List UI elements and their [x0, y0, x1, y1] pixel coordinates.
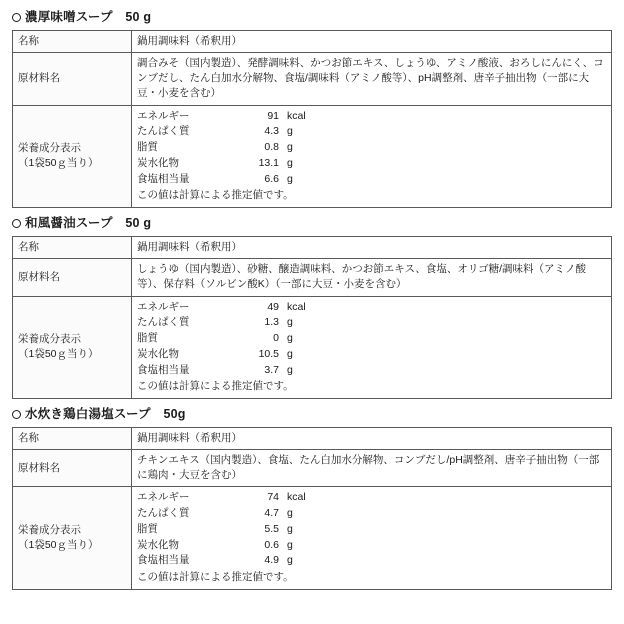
nutrition-label-cell	[13, 487, 132, 590]
list-item	[137, 172, 606, 188]
nutrient-unit: g	[287, 347, 293, 360]
nutrient-unit: g	[287, 172, 293, 185]
nutrient-name: 食塩相当量	[137, 172, 190, 185]
bullet-circle-icon	[12, 219, 21, 228]
nutrient-value: 10.5	[258, 347, 279, 360]
name-value: 鍋用調味料（希釈用）	[132, 236, 612, 258]
nutrient-value: 3.7	[264, 363, 279, 376]
product-section-1	[12, 8, 612, 208]
nutrient-value: 0.6	[264, 538, 279, 551]
list-item	[137, 300, 606, 316]
nutrient-name: たんぱく質	[137, 316, 190, 329]
name-label: 名称	[13, 30, 132, 52]
list-item	[137, 331, 606, 347]
nutrition-table-1	[12, 30, 612, 208]
nutrient-value: 1.3	[264, 316, 279, 329]
list-item	[137, 522, 606, 538]
nutrition-list	[137, 109, 606, 188]
name-value: 鍋用調味料（希釈用）	[132, 427, 612, 449]
nutrient-unit: g	[287, 316, 293, 329]
nutrient-unit: g	[287, 141, 293, 154]
nutrient-unit: g	[287, 554, 293, 567]
nutrient-name: 脂質	[137, 332, 158, 345]
ingredients-label: 原材料名	[13, 259, 132, 296]
list-item	[137, 490, 606, 506]
nutrition-label-text: 栄養成分表示	[18, 523, 81, 536]
nutrient-unit: g	[287, 332, 293, 345]
nutrition-list	[137, 490, 606, 569]
nutrient-name: 脂質	[137, 522, 158, 535]
nutrient-unit: kcal	[287, 491, 306, 504]
nutrient-value: 13.1	[258, 156, 279, 169]
nutrition-sublabel-text: （1袋50ｇ当り）	[18, 157, 99, 170]
ingredients-label: 原材料名	[13, 450, 132, 487]
list-item	[137, 140, 606, 156]
nutrient-value: 5.5	[264, 522, 279, 535]
nutrition-table-2	[12, 236, 612, 399]
product-title-text: 濃厚味噌スープ 50 g	[25, 10, 152, 24]
list-item	[137, 109, 606, 125]
nutrient-value: 6.6	[264, 172, 279, 185]
nutrient-unit: g	[287, 538, 293, 551]
nutrition-sublabel-text: （1袋50ｇ当り）	[18, 539, 99, 552]
nutrient-name: 炭水化物	[137, 156, 179, 169]
nutrition-values-cell	[132, 105, 612, 208]
nutrient-value: 0	[273, 332, 279, 345]
nutrition-note: この値は計算による推定値です。	[137, 380, 294, 393]
nutrient-unit: g	[287, 125, 293, 138]
table-row	[13, 427, 612, 449]
nutrient-name: 食塩相当量	[137, 363, 190, 376]
nutrition-values-cell	[132, 296, 612, 399]
nutrient-unit: kcal	[287, 109, 306, 122]
product-title-text: 水炊き鶏白湯塩スープ 50g	[25, 407, 186, 422]
nutrition-label-text: 栄養成分表示	[18, 142, 81, 155]
list-item	[137, 315, 606, 331]
nutrient-unit: g	[287, 522, 293, 535]
nutrient-name: 炭水化物	[137, 347, 179, 360]
nutrient-name: 食塩相当量	[137, 554, 190, 567]
ingredients-value: チキンエキス（国内製造）、食塩、たん白加水分解物、コンブだし/pH調整剤、唐辛子抽出物（一部に鶏肉・大豆を含む）	[132, 450, 612, 487]
table-row	[13, 236, 612, 258]
product-title-text: 和風醤油スープ 50 g	[25, 216, 152, 231]
nutrition-sublabel-text: （1袋50ｇ当り）	[18, 348, 99, 361]
list-item	[137, 124, 606, 140]
nutrition-note: この値は計算による推定値です。	[137, 571, 294, 584]
table-row	[13, 487, 612, 590]
product-title-1	[12, 8, 612, 27]
ingredients-value: 調合みそ（国内製造）、発酵調味料、かつお節エキス、しょうゆ、アミノ酸液、おろしにんにく、コンブだし、たん白加水分解物、食塩/調味料（アミノ酸等）、pH調整剤、唐辛子抽出物（一部に大豆・小麦を含む）	[132, 52, 612, 105]
nutrient-value: 4.7	[264, 507, 279, 520]
nutrient-name: 炭水化物	[137, 538, 179, 551]
nutrition-list	[137, 300, 606, 379]
list-item	[137, 347, 606, 363]
nutrient-name: たんぱく質	[137, 125, 190, 138]
nutrition-note: この値は計算による推定値です。	[137, 189, 294, 202]
table-row	[13, 259, 612, 296]
nutrition-label-cell	[13, 296, 132, 399]
name-label: 名称	[13, 427, 132, 449]
table-row	[13, 296, 612, 399]
nutrient-name: エネルギー	[137, 300, 190, 313]
name-value: 鍋用調味料（希釈用）	[132, 30, 612, 52]
product-title-2	[12, 214, 612, 233]
table-row	[13, 450, 612, 487]
nutrient-value: 74	[267, 491, 279, 504]
nutrition-values-cell	[132, 487, 612, 590]
nutrient-name: エネルギー	[137, 491, 190, 504]
nutrient-value: 0.8	[264, 141, 279, 154]
nutrient-unit: g	[287, 156, 293, 169]
name-label: 名称	[13, 236, 132, 258]
table-row	[13, 30, 612, 52]
list-item	[137, 538, 606, 554]
nutrient-name: 脂質	[137, 141, 158, 154]
nutrition-table-3	[12, 427, 612, 590]
nutrient-unit: kcal	[287, 300, 306, 313]
list-item	[137, 363, 606, 379]
nutrient-name: エネルギー	[137, 109, 190, 122]
bullet-circle-icon	[12, 410, 21, 419]
product-title-3	[12, 405, 612, 424]
ingredients-label: 原材料名	[13, 52, 132, 105]
product-section-3	[12, 405, 612, 590]
table-row	[13, 52, 612, 105]
nutrition-label-cell	[13, 105, 132, 208]
nutrient-value: 49	[267, 300, 279, 313]
list-item	[137, 156, 606, 172]
nutrient-unit: g	[287, 363, 293, 376]
list-item	[137, 553, 606, 569]
nutrient-value: 91	[267, 109, 279, 122]
nutrient-value: 4.3	[264, 125, 279, 138]
bullet-circle-icon	[12, 13, 21, 22]
nutrient-name: たんぱく質	[137, 507, 190, 520]
nutrient-unit: g	[287, 507, 293, 520]
list-item	[137, 506, 606, 522]
ingredients-value: しょうゆ（国内製造）、砂糖、醸造調味料、かつお節エキス、食塩、オリゴ糖/調味料（アミノ酸等）、保存料（ソルビン酸K）（一部に大豆・小麦を含む）	[132, 259, 612, 296]
product-section-2	[12, 214, 612, 399]
table-row	[13, 105, 612, 208]
nutrient-value: 4.9	[264, 554, 279, 567]
nutrition-label-text: 栄養成分表示	[18, 333, 81, 346]
